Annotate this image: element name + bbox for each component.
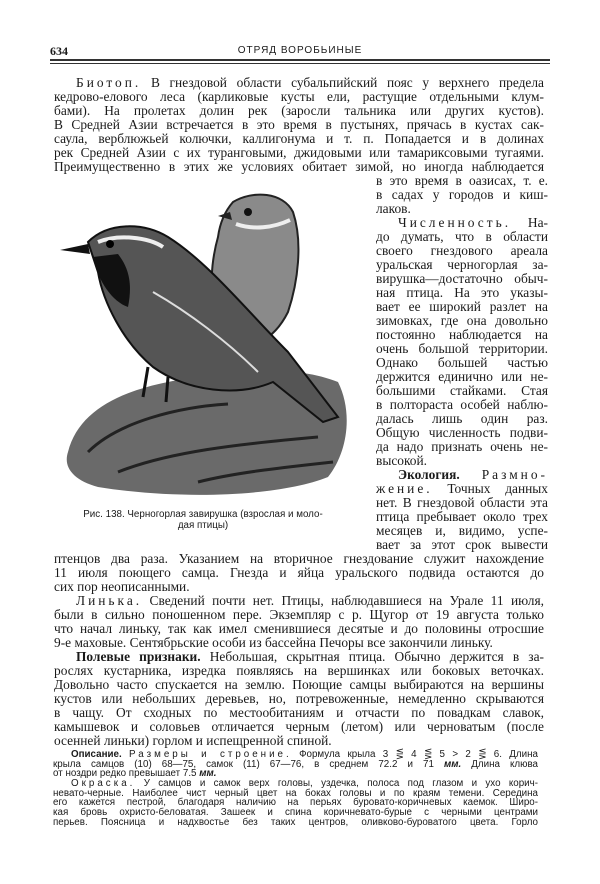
figure-caption-line: Рис. 138. Черногорлая завирушка (взрослая и моло-: [83, 509, 323, 520]
text-run: перьев. Поясница и надхвостье без таких центров, оливково-буроватого цвета. Горло: [53, 816, 538, 828]
text-run: своего гнездового ареала: [376, 243, 548, 258]
text-line: [376, 342, 548, 356]
text-run: да надо признать очень не-: [376, 439, 548, 454]
unit-label: мм.: [443, 758, 462, 770]
text-run: держится единично или не-: [376, 369, 548, 384]
unit-label: мм.: [199, 768, 217, 780]
text-line: [376, 188, 548, 202]
text-line: [54, 552, 544, 566]
text-line: [54, 90, 544, 104]
text-line: [376, 370, 548, 384]
text-run: вает ее широкий разлет на: [376, 299, 548, 314]
text-line: [53, 818, 538, 828]
text-run: Длина клюва: [461, 758, 538, 770]
text-run: в это время в оазисах, т. е.: [376, 173, 548, 188]
text-run: осенней линьки) горлом и испещренной спиной.: [54, 733, 332, 748]
text-line: [376, 356, 548, 370]
text-line: [54, 118, 544, 132]
text-run: [460, 467, 482, 482]
text-run: Довольно часто спускается на землю. Поющие самцы выбираются на вершины: [54, 677, 544, 692]
subsection-heading: Линька.: [76, 593, 143, 608]
text-run: от ноздри редко превышает 7.5: [53, 768, 200, 780]
text-run: птица пребывает около трех: [376, 509, 548, 524]
text-run: На-: [511, 215, 548, 230]
text-run: невато-черные. Наиболее чист черный цвет на боках головы и по краям темени. Середина: [53, 787, 538, 799]
text-run: Однако большей частью: [376, 355, 548, 370]
text-line: [376, 454, 548, 468]
text-run: в чащу. От сходных по местообитаниям и отчасти по повадкам славок,: [54, 705, 544, 720]
text-line: [54, 650, 544, 664]
text-run: 9-е маховые. Сентябрьские особи из бассейна Печоры все закончили линьку.: [54, 635, 493, 650]
figure-caption-line: дая птицы): [177, 520, 229, 531]
header-rule: [50, 59, 550, 61]
text-run: птенцов два раза. Указанием на вторичное гнездование служит нахождение: [54, 551, 544, 566]
text-run: Формула крыла 3 ⋚ 4 ⋚ 5 > 2 ⋚ 6. Длина: [291, 749, 538, 760]
text-line: [376, 426, 548, 440]
text-line: [376, 482, 548, 496]
page-number: 634: [50, 44, 68, 58]
text-run: уральская черногорлая за-: [376, 257, 548, 272]
subsection-heading: Окраска.: [71, 778, 136, 790]
section-heading: Описание.: [71, 749, 122, 760]
text-run: рек Средней Азии с их туранговыми, джидовыми или тамариксовыми тугаями.: [54, 145, 544, 160]
text-line: [54, 566, 544, 580]
text-line: [376, 510, 548, 524]
text-run: вает за этот срок вывести: [376, 537, 548, 552]
text-run: Преимущественно в этих же условиях обитает зимой, но иногда наблюдается: [54, 159, 544, 174]
text-run: вирушка—достаточно обыч-: [376, 271, 548, 286]
text-run: кустов или небольших деревьев, но, потревоженные, немедленно скрываются: [54, 691, 544, 706]
text-column-right: [376, 174, 548, 552]
subsection-heading: Численность.: [398, 215, 512, 230]
text-line: [54, 678, 544, 692]
text-line: [54, 608, 544, 622]
text-block-molt-field-signs: [54, 552, 544, 748]
text-run: месяцев и, видимо, успе-: [376, 523, 548, 538]
text-run: Сведений почти нет. Птицы, наблюдавшиеся на Урале 11 июля,: [142, 593, 544, 608]
text-run: очень большой территории.: [376, 341, 548, 356]
text-run: лаков.: [376, 201, 411, 216]
text-run: нет. В гнездовой области эта: [376, 495, 548, 510]
text-line: [54, 622, 544, 636]
text-line: [54, 580, 544, 594]
text-run: кая бровь охристо-беловатая. Зашеек и спина коричневато-бурые с черными центрами: [53, 807, 538, 819]
text-run: крыла самцов (10) 68—75, самок (11) 67—76, в среднем 72.2 и 71: [53, 758, 444, 770]
text-run: большими стайками. Стая: [376, 383, 548, 398]
text-run: его кажется пестрой, благодаря наличию на перьях буровато-коричневых каемок. Широ-: [53, 797, 538, 809]
text-line: [376, 216, 548, 230]
text-run: в полтораста особей наблю-: [376, 397, 548, 412]
text-line: [54, 76, 544, 90]
text-block-description: [53, 750, 538, 828]
figure-caption: [52, 509, 354, 531]
text-line: [54, 720, 544, 734]
text-line: [54, 706, 544, 720]
text-run: В Средней Азии встречается в это время в пустынях, прячась в кустах сак-: [54, 117, 544, 132]
text-line: [54, 132, 544, 146]
text-line: [376, 440, 548, 454]
text-block-biotope: [54, 76, 544, 174]
text-line: [376, 300, 548, 314]
text-line: [376, 258, 548, 272]
text-line: [54, 692, 544, 706]
text-run: сих пор неописанными.: [54, 579, 190, 594]
text-run: до думать, что в области: [376, 229, 548, 244]
text-run: зимовках, где она довольно: [376, 313, 548, 328]
text-run: были в сильно поношенном пере. Экземпляр с р. Щугор от 19 августа только: [54, 607, 544, 622]
header-rule-thin: [50, 63, 550, 64]
text-line: [376, 314, 548, 328]
text-run: саула, верблюжьей колючки, каллигонума и т. п. Попадается и в долинах: [54, 131, 544, 146]
text-run: кедрово-елового леса (карликовые кусты ели, растущие отдельными клум-: [54, 89, 544, 104]
section-heading: Полевые признаки.: [76, 649, 201, 664]
text-line: [376, 538, 548, 552]
subsection-heading: Размно-: [481, 467, 548, 482]
text-line: [376, 496, 548, 510]
text-run: 11 июля поющего самца. Гнезда и яйца уральского подвида остаются до: [54, 565, 544, 580]
text-line: [376, 286, 548, 300]
text-run: камышевок и соловьев отличается черным (летом) или черноватым (после: [54, 719, 544, 734]
text-line: [54, 664, 544, 678]
text-line: [54, 160, 544, 174]
text-line: [376, 174, 548, 188]
text-run: Небольшая, скрытная птица. Обычно держится в за-: [200, 649, 544, 664]
text-line: [54, 594, 544, 608]
text-line: [376, 468, 548, 482]
text-run: постоянно наблюдается на: [376, 327, 548, 342]
running-title: ОТРЯД ВОРОБЬИНЫЕ: [237, 45, 363, 56]
text-line: [376, 412, 548, 426]
bird-illustration: [58, 182, 348, 500]
text-run: что начал линьку, так как имел сменившиеся десятые и до половины отросшие: [54, 621, 544, 636]
text-run: высокой.: [376, 453, 427, 468]
text-line: [376, 244, 548, 258]
text-run: в садах у городов и киш-: [376, 187, 548, 202]
text-run: рослях кустарника, изредка появляясь на вершинках или боковых веточках.: [54, 663, 544, 678]
text-run: бами). На пролетах долин рек (заросли тальника или других кустов).: [54, 103, 544, 118]
text-run: У самцов и самок верх головы, уздечка, полоса под глазом и ухо корич-: [135, 778, 538, 790]
text-run: ная птица. На это указы-: [376, 285, 548, 300]
subsection-heading: жение.: [376, 481, 433, 496]
text-line: [376, 272, 548, 286]
text-line: [376, 202, 548, 216]
text-run: Точных данных: [432, 481, 548, 496]
text-line: [376, 384, 548, 398]
text-line: [54, 734, 544, 748]
text-line: [376, 230, 548, 244]
text-run: далась лишь один раз.: [376, 411, 548, 426]
section-heading: Экология.: [398, 467, 460, 482]
text-line: [54, 636, 544, 650]
subsection-heading: Размеры и строение.: [129, 749, 292, 760]
subsection-heading: Биотоп.: [76, 75, 142, 90]
text-run: В гнездовой области субальпийский пояс у верхнего предела: [141, 75, 544, 90]
text-line: [376, 398, 548, 412]
text-line: [376, 524, 548, 538]
text-line: [376, 328, 548, 342]
text-line: [54, 146, 544, 160]
text-line: [54, 104, 544, 118]
text-run: Общую численность подви-: [376, 425, 548, 440]
